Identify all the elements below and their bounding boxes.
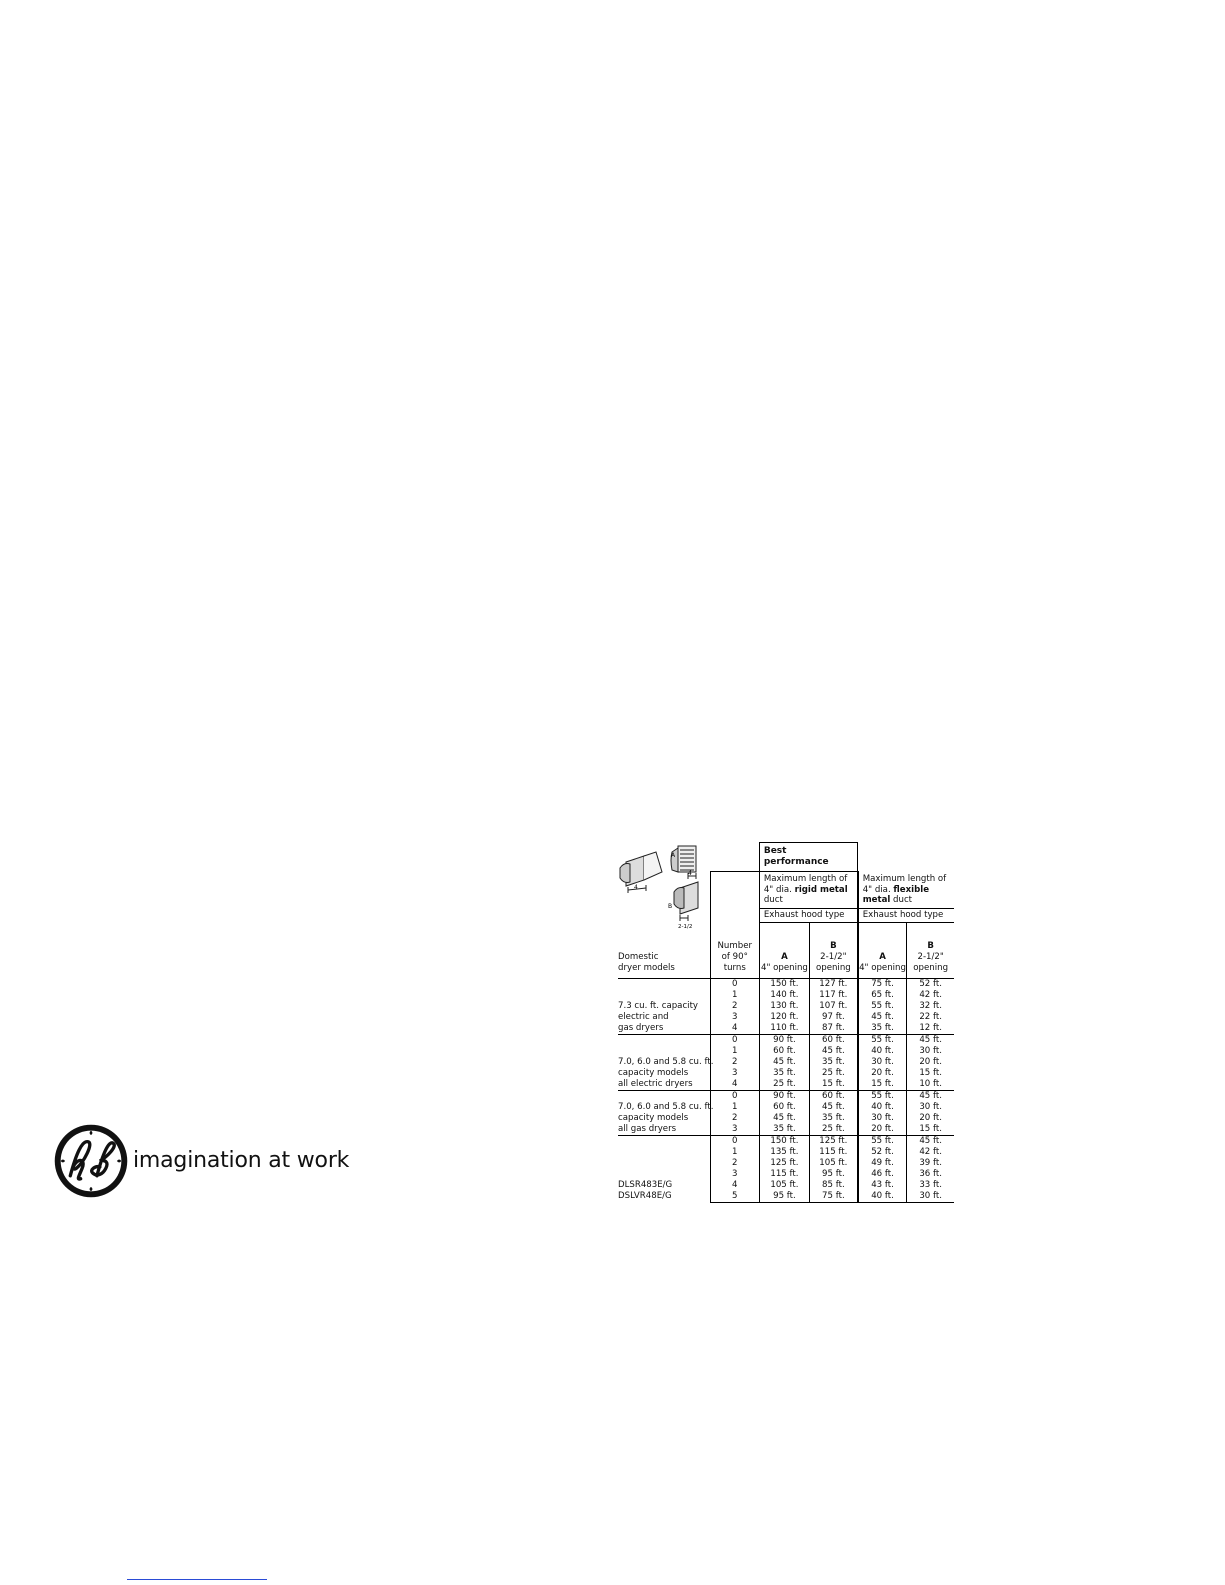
length-cell: 60 ft.	[810, 1034, 858, 1046]
length-cell: 25 ft.	[759, 1079, 809, 1091]
length-cell: 15 ft.	[858, 1079, 907, 1091]
length-cell: 45 ft.	[907, 1034, 954, 1046]
length-cell: 35 ft.	[759, 1124, 809, 1136]
length-cell: 15 ft.	[907, 1068, 954, 1079]
turns-cell: 3	[710, 1124, 759, 1136]
length-cell: 40 ft.	[858, 1102, 907, 1113]
length-cell: 52 ft.	[907, 978, 954, 990]
table-body	[618, 978, 954, 1202]
turns-cell: 1	[710, 1046, 759, 1057]
length-cell: 45 ft.	[907, 1135, 954, 1147]
length-cell: 45 ft.	[810, 1102, 858, 1113]
turns-cell: 0	[710, 1135, 759, 1147]
length-cell: 55 ft.	[858, 1135, 907, 1147]
turns-cell: 2	[710, 1001, 759, 1012]
turns-cell: 2	[710, 1057, 759, 1068]
length-cell: 15 ft.	[907, 1124, 954, 1136]
rigid-a-header: A 4" opening	[759, 922, 809, 978]
flexible-duct-header: Maximum length of 4" dia. flexible metal duct	[858, 872, 954, 909]
turns-cell: 4	[710, 1180, 759, 1191]
model-cell: DLSR483E/G DSLVR48E/G	[618, 1135, 710, 1202]
turns-cell: 2	[710, 1158, 759, 1169]
label-a: A	[671, 852, 676, 859]
length-cell: 95 ft.	[810, 1169, 858, 1180]
length-cell: 150 ft.	[759, 978, 809, 990]
length-cell: 42 ft.	[907, 990, 954, 1001]
dim-label-1: 4	[634, 884, 638, 891]
table-row	[618, 1034, 954, 1046]
turns-cell: 3	[710, 1068, 759, 1079]
length-cell: 75 ft.	[858, 978, 907, 990]
length-cell: 32 ft.	[907, 1001, 954, 1012]
length-cell: 35 ft.	[858, 1023, 907, 1035]
length-cell: 105 ft.	[759, 1180, 809, 1191]
model-cell: 7.3 cu. ft. capacity electric and gas dryers	[618, 978, 710, 1034]
length-cell: 75 ft.	[810, 1191, 858, 1203]
length-cell: 12 ft.	[907, 1023, 954, 1035]
length-cell: 30 ft.	[907, 1102, 954, 1113]
length-cell: 130 ft.	[759, 1001, 809, 1012]
length-cell: 20 ft.	[858, 1068, 907, 1079]
length-cell: 125 ft.	[759, 1158, 809, 1169]
length-cell: 52 ft.	[858, 1147, 907, 1158]
length-cell: 30 ft.	[858, 1057, 907, 1068]
length-cell: 20 ft.	[907, 1113, 954, 1124]
length-cell: 35 ft.	[810, 1113, 858, 1124]
length-cell: 45 ft.	[759, 1113, 809, 1124]
length-cell: 95 ft.	[759, 1191, 809, 1203]
length-cell: 45 ft.	[810, 1046, 858, 1057]
length-cell: 45 ft.	[858, 1012, 907, 1023]
length-cell: 35 ft.	[810, 1057, 858, 1068]
length-cell: 105 ft.	[810, 1158, 858, 1169]
length-cell: 115 ft.	[810, 1147, 858, 1158]
turns-column-header: Number of 90° turns	[710, 922, 759, 978]
length-cell: 45 ft.	[759, 1057, 809, 1068]
length-cell: 10 ft.	[907, 1079, 954, 1091]
length-cell: 85 ft.	[810, 1180, 858, 1191]
length-cell: 30 ft.	[858, 1113, 907, 1124]
dim-label-3: 2-1/2	[678, 924, 693, 930]
length-cell: 36 ft.	[907, 1169, 954, 1180]
turns-cell: 0	[710, 1090, 759, 1102]
table-row	[618, 1135, 954, 1147]
length-cell: 22 ft.	[907, 1012, 954, 1023]
length-cell: 87 ft.	[810, 1023, 858, 1035]
length-cell: 140 ft.	[759, 990, 809, 1001]
turns-cell: 5	[710, 1191, 759, 1203]
length-cell: 60 ft.	[759, 1046, 809, 1057]
flex-b-header: B 2-1/2" opening	[907, 922, 954, 978]
length-cell: 125 ft.	[810, 1135, 858, 1147]
length-cell: 20 ft.	[858, 1124, 907, 1136]
exhaust-hood-type-flexible: Exhaust hood type	[858, 908, 954, 922]
length-cell: 40 ft.	[858, 1191, 907, 1203]
model-cell: 7.0, 6.0 and 5.8 cu. ft. capacity models all gas dryers	[618, 1090, 710, 1135]
length-cell: 20 ft.	[907, 1057, 954, 1068]
length-cell: 25 ft.	[810, 1068, 858, 1079]
length-cell: 42 ft.	[907, 1147, 954, 1158]
length-cell: 45 ft.	[907, 1090, 954, 1102]
length-cell: 30 ft.	[907, 1191, 954, 1203]
turns-cell: 2	[710, 1113, 759, 1124]
length-cell: 39 ft.	[907, 1158, 954, 1169]
length-cell: 97 ft.	[810, 1012, 858, 1023]
length-cell: 107 ft.	[810, 1001, 858, 1012]
table-row	[618, 1090, 954, 1102]
length-cell: 60 ft.	[810, 1090, 858, 1102]
length-cell: 65 ft.	[858, 990, 907, 1001]
length-cell: 127 ft.	[810, 978, 858, 990]
length-cell: 60 ft.	[759, 1102, 809, 1113]
dim-label-2: 4	[688, 870, 692, 877]
length-cell: 25 ft.	[810, 1124, 858, 1136]
ge-logo	[54, 1124, 128, 1198]
label-b: B	[668, 903, 673, 910]
turns-cell: 1	[710, 1102, 759, 1113]
length-cell: 110 ft.	[759, 1023, 809, 1035]
tagline: imagination at work	[133, 1148, 350, 1173]
length-cell: 30 ft.	[907, 1046, 954, 1057]
length-cell: 55 ft.	[858, 1090, 907, 1102]
length-cell: 35 ft.	[759, 1068, 809, 1079]
turns-cell: 4	[710, 1079, 759, 1091]
duct-length-table	[618, 842, 954, 1203]
footer-link-underline	[127, 1579, 267, 1580]
length-cell: 120 ft.	[759, 1012, 809, 1023]
turns-cell: 1	[710, 1147, 759, 1158]
length-cell: 49 ft.	[858, 1158, 907, 1169]
length-cell: 90 ft.	[759, 1034, 809, 1046]
model-cell: 7.0, 6.0 and 5.8 cu. ft. capacity models all electric dryers	[618, 1034, 710, 1090]
model-column-header: Domestic dryer models	[618, 951, 675, 973]
rigid-duct-header: Maximum length of 4" dia. rigid metal duct	[759, 872, 857, 909]
length-cell: 55 ft.	[858, 1034, 907, 1046]
length-cell: 40 ft.	[858, 1046, 907, 1057]
length-cell: 115 ft.	[759, 1169, 809, 1180]
length-cell: 43 ft.	[858, 1180, 907, 1191]
best-performance-header: Best performance	[759, 843, 857, 872]
turns-cell: 4	[710, 1023, 759, 1035]
turns-cell: 0	[710, 978, 759, 990]
length-cell: 117 ft.	[810, 990, 858, 1001]
length-cell: 135 ft.	[759, 1147, 809, 1158]
turns-cell: 3	[710, 1169, 759, 1180]
length-cell: 33 ft.	[907, 1180, 954, 1191]
turns-cell: 1	[710, 990, 759, 1001]
length-cell: 90 ft.	[759, 1090, 809, 1102]
length-cell: 15 ft.	[810, 1079, 858, 1091]
exhaust-hood-type-rigid: Exhaust hood type	[759, 908, 857, 922]
length-cell: 150 ft.	[759, 1135, 809, 1147]
table-row	[618, 978, 954, 990]
length-cell: 46 ft.	[858, 1169, 907, 1180]
length-cell: 55 ft.	[858, 1001, 907, 1012]
turns-cell: 3	[710, 1012, 759, 1023]
rigid-b-header: B 2-1/2" opening	[810, 922, 858, 978]
flex-a-header: A 4" opening	[858, 922, 907, 978]
turns-cell: 0	[710, 1034, 759, 1046]
